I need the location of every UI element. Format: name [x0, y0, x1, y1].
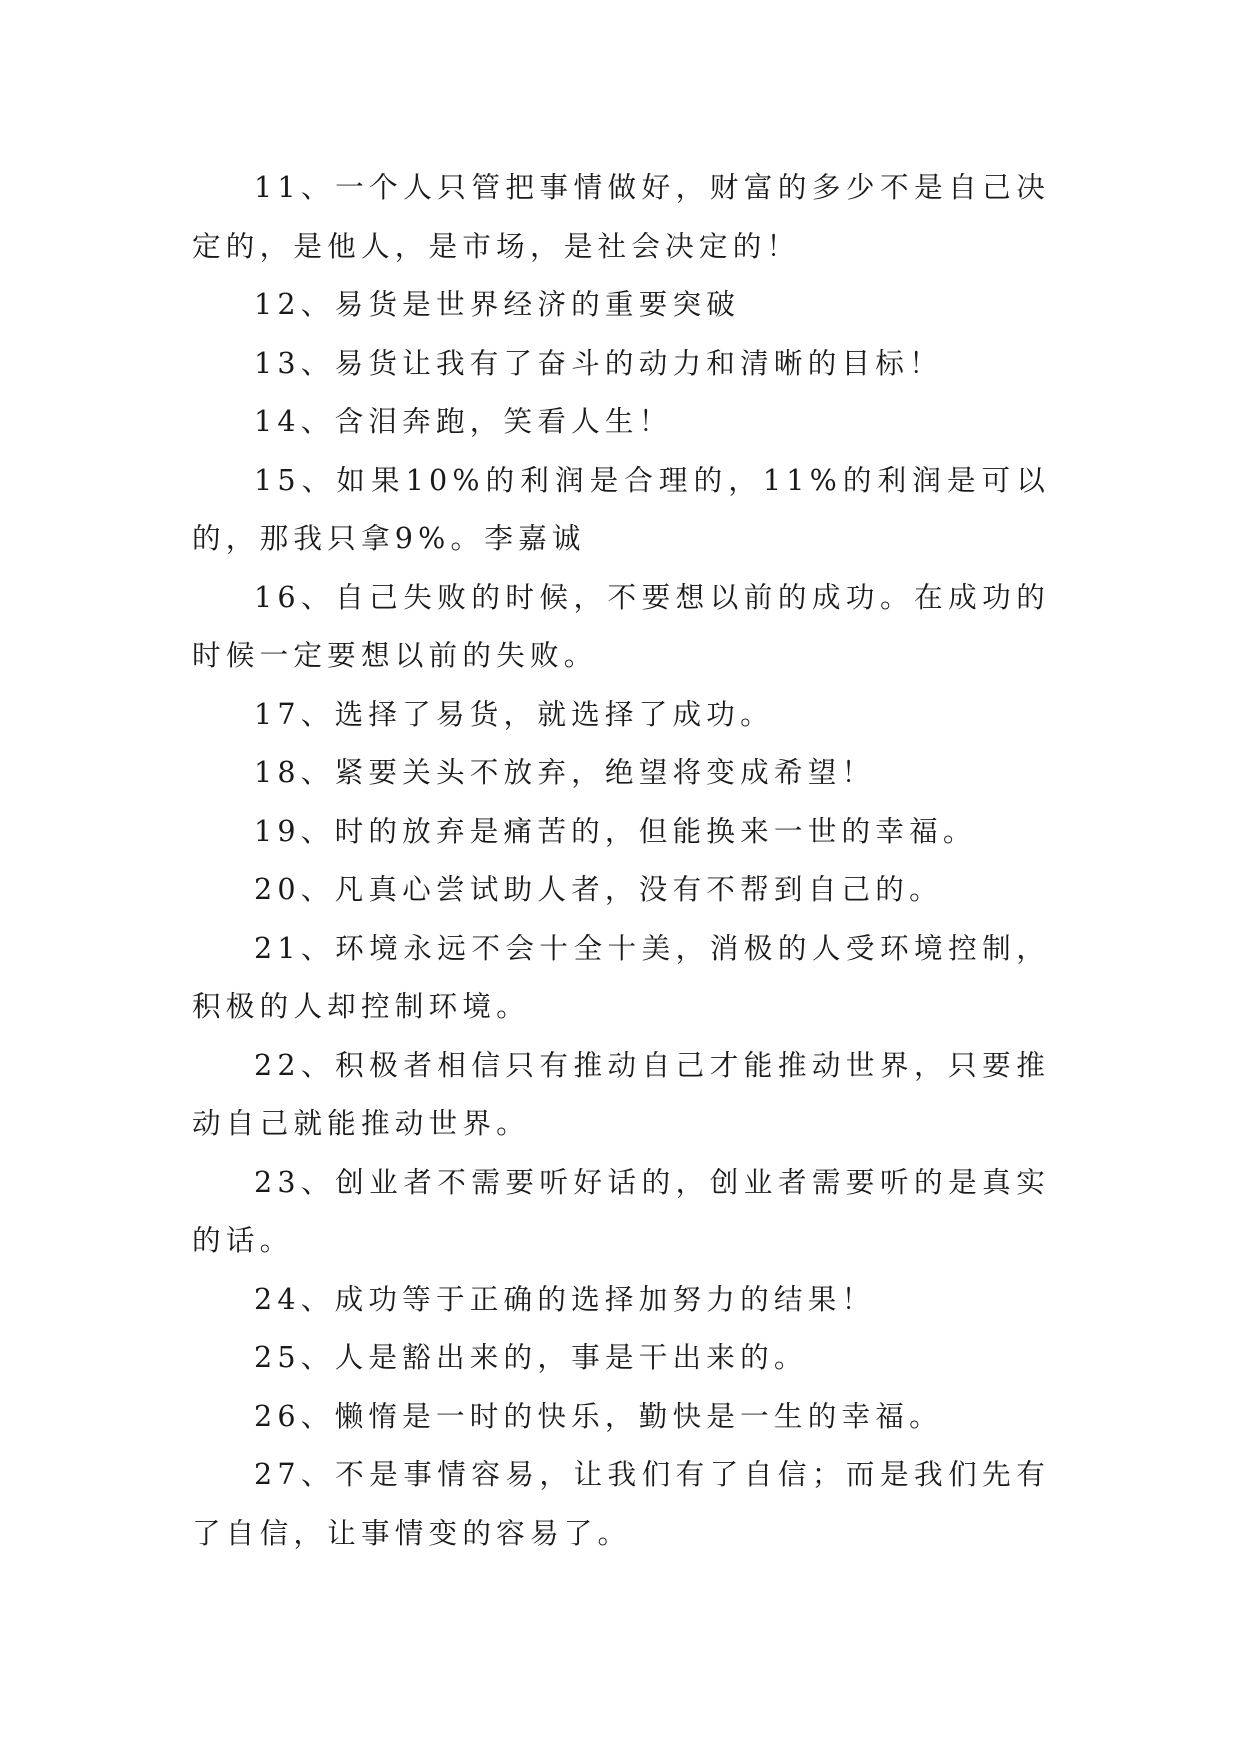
quote-paragraph-14: 14、含泪奔跑，笑看人生！ — [254, 404, 673, 438]
quote-paragraph-15: 15、如果10%的利润是合理的，11%的利润是可以的，那我只拿9%。李嘉诚 — [192, 462, 1050, 555]
quote-paragraph-17: 17、选择了易货，就选择了成功。 — [254, 696, 774, 731]
quote-paragraph-20: 20、凡真心尝试助人者，没有不帮到自己的。 — [254, 872, 943, 906]
quote-paragraph-25: 25、人是豁出来的，事是干出来的。 — [254, 1340, 808, 1374]
quote-paragraph-21: 21、环境永远不会十全十美，消极的人受环境控制，积极的人却控制环境。 — [192, 930, 1050, 1023]
quote-paragraph-16: 16、自己失败的时候，不要想以前的成功。在成功的时候一定要想以前的失败。 — [192, 579, 1050, 672]
quote-paragraph-19: 19、时的放弃是痛苦的，但能换来一世的幸福。 — [254, 813, 977, 848]
document-body — [192, 158, 1050, 1562]
quote-paragraph-23: 23、创业者不需要听好话的，创业者需要听的是真实的话。 — [192, 1164, 1050, 1257]
quote-paragraph-11: 11、一个人只管把事情做好，财富的多少不是自己决定的，是他人，是市场，是社会决定的！ — [192, 170, 1050, 263]
quote-paragraph-22: 22、积极者相信只有推动自己才能推动世界，只要推动自己就能推动世界。 — [192, 1047, 1050, 1140]
quote-paragraph-13: 13、易货让我有了奋斗的动力和清晰的目标！ — [254, 345, 943, 380]
quote-paragraph-26: 26、懒惰是一时的快乐，勤快是一生的幸福。 — [254, 1398, 943, 1433]
quote-paragraph-18: 18、紧要关头不放弃，绝望将变成希望！ — [254, 755, 876, 789]
quote-paragraph-12: 12、易货是世界经济的重要突破 — [254, 287, 741, 321]
quote-paragraph-27: 27、不是事情容易，让我们有了自信；而是我们先有了自信，让事情变的容易了。 — [192, 1457, 1050, 1550]
quote-paragraph-24: 24、成功等于正确的选择加努力的结果！ — [254, 1281, 876, 1316]
